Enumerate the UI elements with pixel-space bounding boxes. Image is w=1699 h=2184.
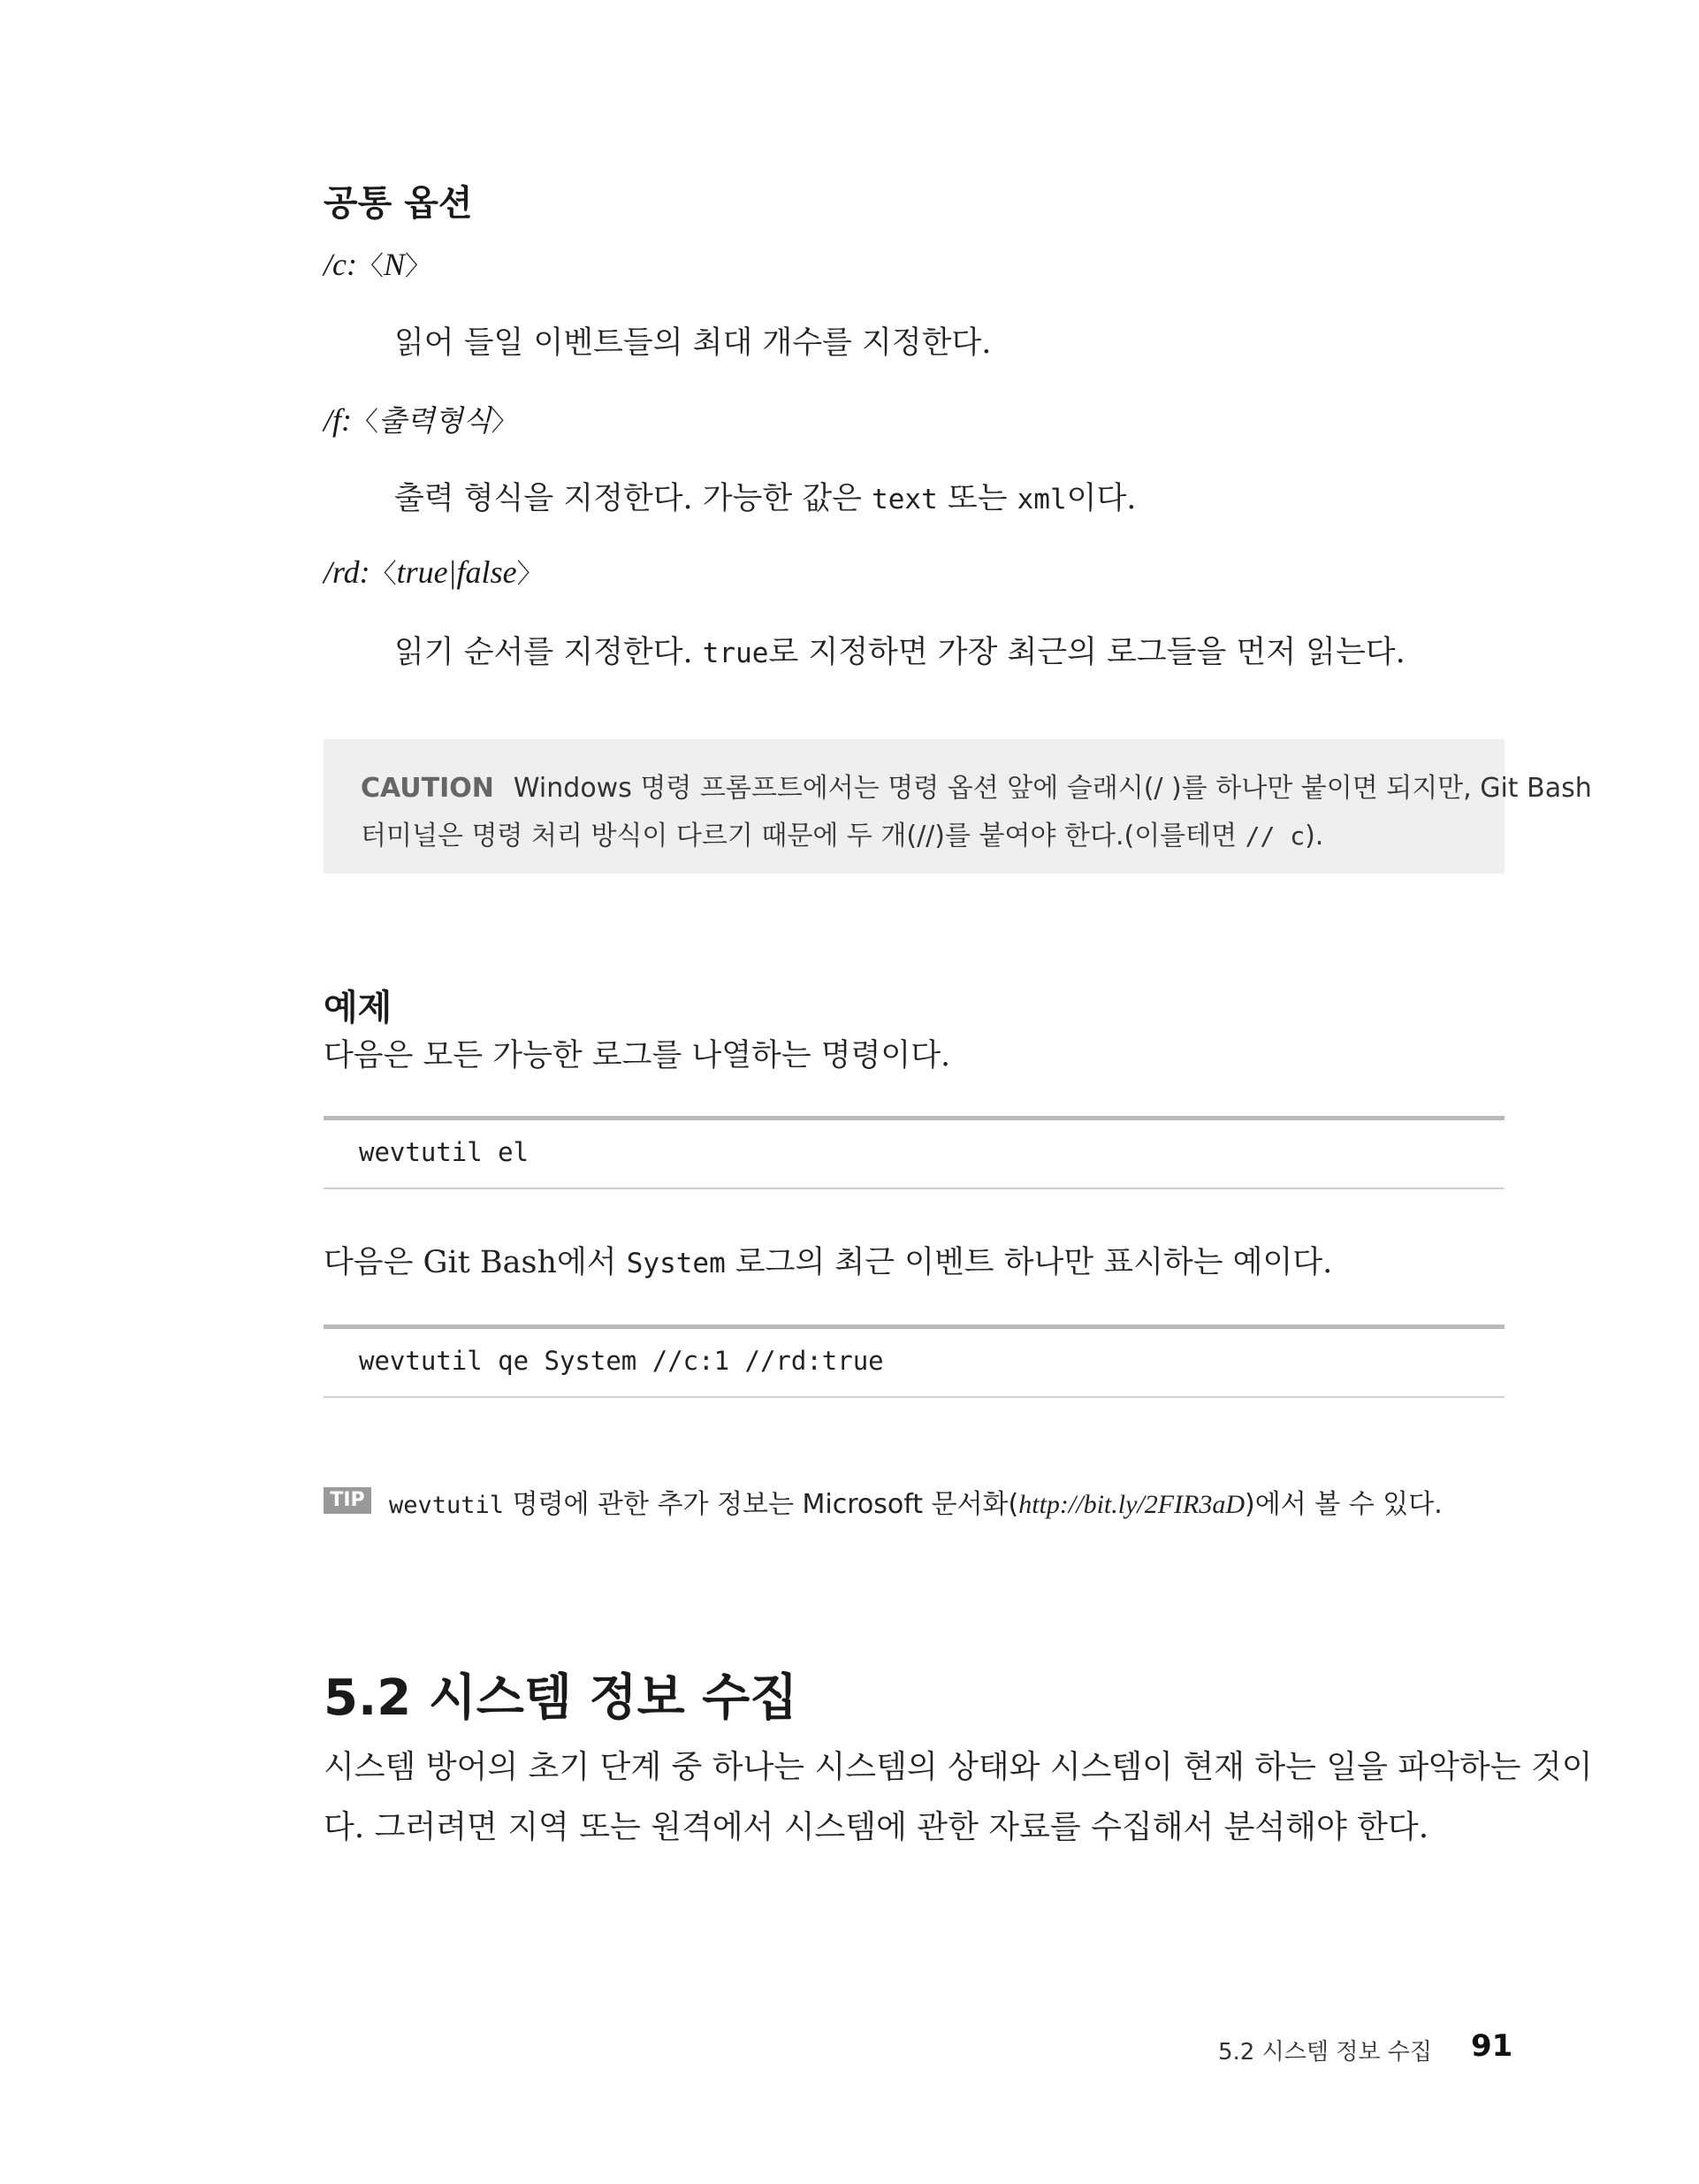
tip-badge: TIP [324, 1487, 371, 1514]
tip-text: wevtutil 명령에 관한 추가 정보는 Microsoft 문서화(http://bit.ly/2FIR3aD)에서 볼 수 있다. [389, 1489, 1443, 1520]
option-c-name: /c: [324, 247, 357, 282]
option-c: /c:〈N〉 [324, 247, 431, 282]
option-f-desc: 출력 형식을 지정한다. 가능한 값은 text 또는 xml이다. [394, 481, 1137, 516]
option-f: /f:〈출력형식〉 [324, 402, 518, 438]
section-para-line-2: 다. 그러려면 지역 또는 원격에서 시스템에 관한 자료를 수집해서 분석해야 한다. [324, 1809, 1429, 1845]
example-para-1: 다음은 모든 가능한 로그를 나열하는 명령이다. [324, 1038, 951, 1073]
example-heading: 예제 [324, 988, 392, 1028]
page-number: 91 [1471, 2028, 1513, 2064]
caution-label: CAUTION [361, 773, 494, 804]
option-rd-desc: 읽기 순서를 지정한다. true로 지정하면 가장 최근의 로그들을 먼저 읽는다. [394, 635, 1406, 670]
option-rd-name: /rd: [324, 554, 370, 590]
code-line-1: wevtutil el [359, 1137, 530, 1167]
footer-section-title: 5.2 시스템 정보 수집 [1218, 2039, 1432, 2066]
caution-line-1: CAUTION Windows 명령 프롬프트에서는 명령 옵션 앞에 슬래시(/ )를 하나만 붙이면 되지만, Git Bash [361, 773, 1592, 804]
section-heading: 5.2 시스템 정보 수집 [324, 1669, 798, 1727]
tip-link[interactable]: http://bit.ly/2FIR3aD [1018, 1490, 1246, 1519]
option-c-desc: 읽어 들일 이벤트들의 최대 개수를 지정한다. [394, 325, 992, 361]
section-para-line-1: 시스템 방어의 초기 단계 중 하나는 시스템의 상태와 시스템이 현재 하는 일을 파악하는 것이 [324, 1749, 1593, 1785]
example-para-2: 다음은 Git Bash에서 System 로그의 최근 이벤트 하나만 표시하는 예이다. [324, 1245, 1333, 1280]
caution-line-2: 터미널은 명령 처리 방식이 다르기 때문에 두 개(//)를 붙여야 한다.(이를테면 // c). [361, 821, 1324, 851]
caution-box [324, 739, 1505, 874]
option-f-name: /f: [324, 402, 352, 438]
code-line-2: wevtutil qe System //c:1 //rd:true [359, 1346, 884, 1376]
option-rd: /rd:〈true|false〉 [324, 554, 544, 590]
common-options-heading: 공통 옵션 [324, 183, 473, 224]
